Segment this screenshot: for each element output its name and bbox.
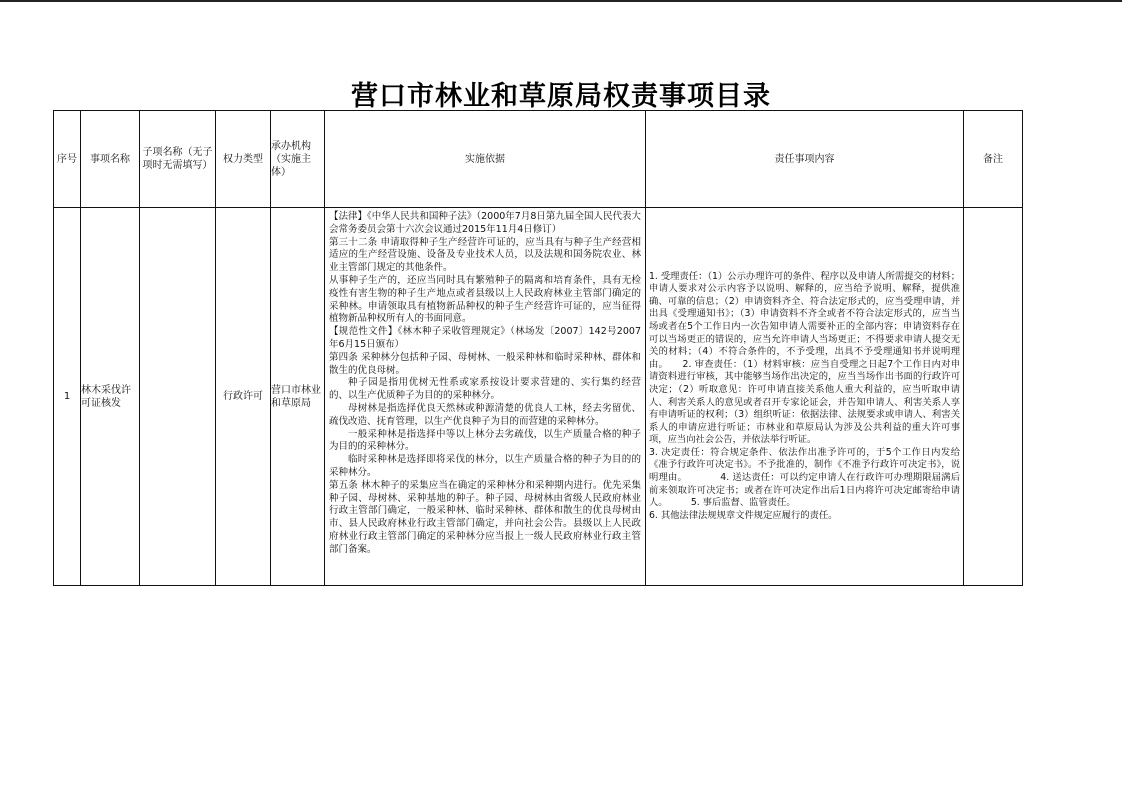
basis-paragraph: 一般采种林是指选择中等以上林分去劣疏伐，以生产质量合格的种子为目的的采种林分。 (329, 428, 641, 453)
header-remarks: 备注 (964, 111, 1023, 208)
header-item-name: 事项名称 (81, 111, 140, 208)
responsibility-paragraph: 6. 其他法律法规规章文件规定应履行的责任。 (649, 509, 838, 521)
basis-paragraph: 种子园是指用优树无性系或家系按设计要求营建的、实行集约经营的、以生产优质种子为目的的采种林分。 (329, 377, 641, 402)
authority-catalog-table (53, 110, 1023, 586)
row-agency: 营口市林业和草原局 (271, 208, 325, 586)
responsibility-paragraph: 3. 决定责任：符合规定条件、依法作出准予许可的，于5个工作日内发给《准予行政许可决定书》。不予批准的，制作《不准予行政许可决定书》，说明理由。 4. 送达责任：可以约定申请人在行政许可办理期限届满后前来领取许可决定书；或者在许可决定作出后1日内将许可决定邮寄给申请人。 5. 事后监督、监管责任。 (649, 446, 960, 509)
basis-paragraph: 第四条 采种林分包括种子园、母树林、一般采种林和临时采种林、群体和散生的优良母树。 (329, 351, 641, 376)
row-responsibility (646, 208, 964, 586)
basis-paragraph: 【规范性文件】《林木种子采收管理规定》（林场发〔2007〕142号2007年6月15日颁布） (329, 326, 641, 350)
row-remarks (964, 208, 1023, 586)
header-row (54, 111, 1023, 208)
basis-paragraph: 第三十二条 申请取得种子生产经营许可证的，应当具有与种子生产经营相适应的生产经营设施、设备及专业技术人员，以及法规和国务院农业、林业主管部门规定的其他条件。 (329, 236, 641, 274)
header-sub-item: 子项名称（无子项时无需填写） (140, 111, 216, 208)
row-sub-item (140, 208, 216, 586)
basis-paragraph: 母树林是指选择优良天然林或种源清楚的优良人工林，经去劣留优、疏伐改造、抚育管理，以生产优良种子为目的而营建的采种林分。 (329, 402, 641, 427)
header-responsibility: 责任事项内容 (646, 111, 964, 208)
basis-paragraph: 【法律】《中华人民共和国种子法》（2000年7月8日第九届全国人民代表大会常务委员会第十六次会议通过2015年11月4日修订） (329, 211, 641, 235)
header-agency: 承办机构（实施主体） (271, 111, 325, 208)
row-basis (325, 208, 646, 586)
basis-paragraph: 第五条 林木种子的采集应当在确定的采种林分和采种期内进行。优先采集种子园、母树林、采种基地的种子。种子园、母树林由省级人民政府林业行政主管部门确定，一般采种林、临时采种林、群体和散生的优良母树由市、县人民政府林业行政主管部门确定，并向社会公告。县级以上人民政府林业行政主管部门确定的采种林分应当报上一级人民政府林业行政主管部门备案。 (329, 479, 641, 555)
basis-paragraph: 从事种子生产的，还应当同时具有繁殖种子的隔离和培育条件，具有无检疫性有害生物的种子生产地点或者县级以上人民政府林业主管部门确定的采种林。申请领取具有植物新品种权的种子生产经营许可证的，应当征得植物新品种权所有人的书面同意。 (329, 274, 641, 325)
header-seq: 序号 (54, 111, 81, 208)
table-row (54, 208, 1023, 586)
row-seq: 1 (54, 208, 81, 586)
header-basis: 实施依据 (325, 111, 646, 208)
basis-paragraph: 临时采种林是选择即将采伐的林分，以生产质量合格的种子为目的的采种林分。 (329, 454, 641, 478)
row-power-type: 行政许可 (216, 208, 271, 586)
document-title: 营口市林业和草原局权责事项目录 (351, 81, 771, 112)
responsibility-paragraph: 1. 受理责任：（1）公示办理许可的条件、程序以及申请人所需提交的材料；申请人要求对公示内容予以说明、解释的，应当给予说明、解释，提供准确、可靠的信息；（2）申请资料齐全、符合法定形式的，应当受理申请，并出具《受理通知书》；（3）申请资料不齐全或者不符合法定形式的，应当当场或者在5个工作日内一次告知申请人需要补正的全部内容；申请资料存在可以当场更正的错误的，应当允许申请人当场更正；不得要求申请人提交无关的材料；（4）不符合条件的，不予受理，出具不予受理通知书并说明理由。 2. 审查责任：（1）材料审核：应当自受理之日起7个工作日内对申请资料进行审核，其中能够当场作出决定的，应当当场作出书面的行政许可决定；（2）听取意见：许可申请直接关系他人重大利益的，应当听取申请人、利害关系人的意见或者召开专家论证会，并告知申请人、利害关系人享有申请听证的权利；（3）组织听证：依据法律、法规要求或申请人、利害关系人的申请应进行听证；市林业和草原局认为涉及公共利益的重大许可事项，应当向社会公告，并依法举行听证。 (649, 270, 960, 446)
header-power-type: 权力类型 (216, 111, 271, 208)
row-item-name: 林木采伐许可证核发 (81, 208, 140, 586)
top-rule (0, 0, 1122, 2)
